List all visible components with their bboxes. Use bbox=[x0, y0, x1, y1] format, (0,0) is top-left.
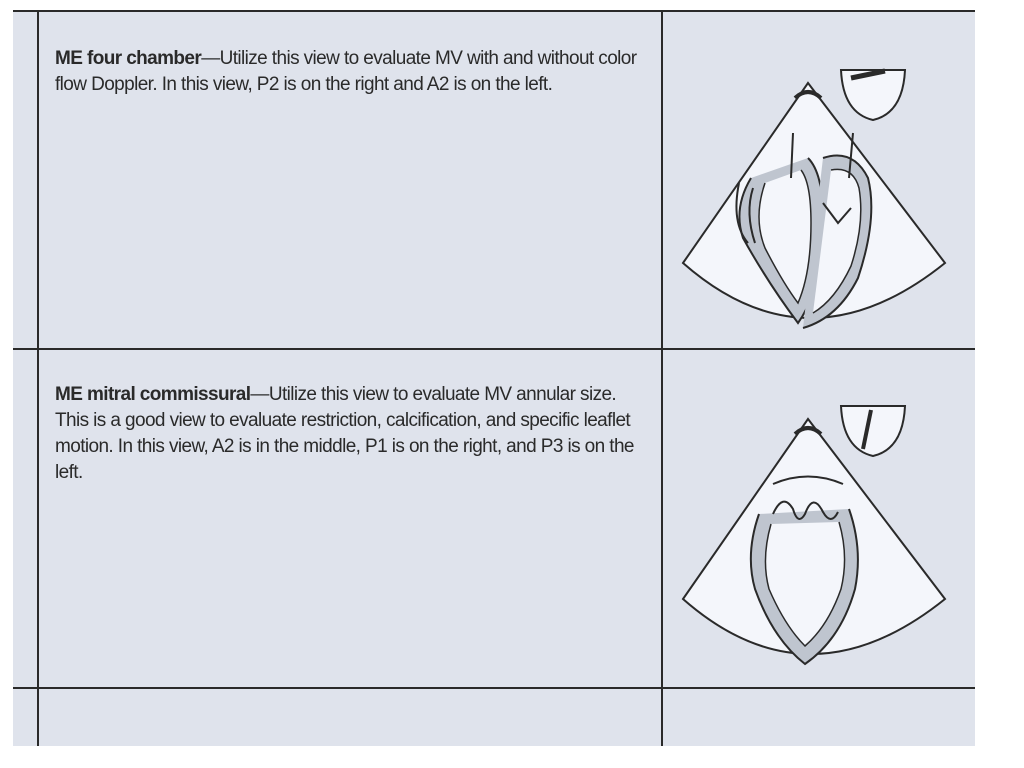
table-top-border bbox=[13, 10, 975, 12]
row-1-body: —Utilize this view to evaluate MV with and without color flow Doppler. In this view, P2 is on the right and A2 is on the left. bbox=[55, 48, 637, 95]
row-1-heading: ME four chamber bbox=[55, 48, 202, 69]
row-1-description bbox=[55, 46, 645, 98]
mitral-views-table bbox=[13, 10, 975, 746]
row-2-body: —Utilize this view to evaluate MV annular size. This is a good view to evaluate restriction, calcification, and specific leaflet motion. In this view, A2 is in the middle, P1 is on the right, and P3 is on the left. bbox=[55, 384, 634, 483]
row-2-heading: ME mitral commissural bbox=[55, 384, 251, 405]
row-divider bbox=[13, 687, 975, 689]
echo-mitral-commissural-diagram-icon bbox=[673, 374, 963, 674]
table-left-border bbox=[37, 10, 39, 746]
row-divider bbox=[13, 348, 975, 350]
row-2-description bbox=[55, 382, 645, 486]
probe-indicator bbox=[841, 70, 905, 120]
probe-indicator bbox=[841, 406, 905, 456]
column-divider bbox=[661, 10, 663, 746]
echo-four-chamber-diagram-icon bbox=[673, 38, 963, 338]
